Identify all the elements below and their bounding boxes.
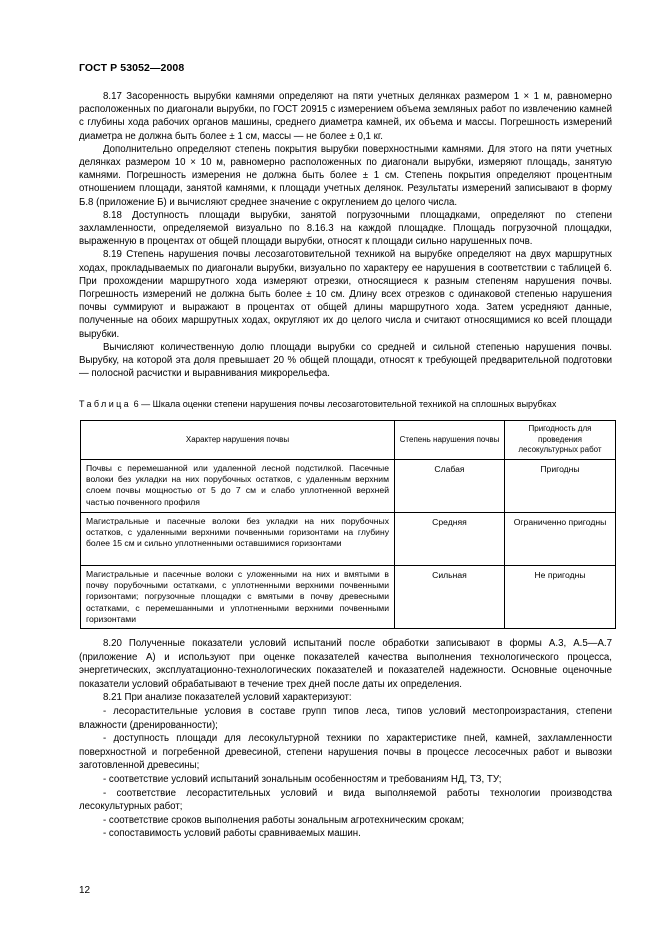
- list-item: - соответствие сроков выполнения работы зональным агротехническим срокам;: [103, 814, 465, 826]
- table-caption: [79, 398, 619, 410]
- paragraph-8-19: 8.19 Степень нарушения почвы лесозаготовительной техникой на вырубке определяют на двух маршрутных ходах, прокладываемых по диагонали вырубки, визуально по характеру ее нарушения в соответствии с таблицей 6. При прохождении маршрутного хода измеряют отрезки, относящиеся к разным степеням нарушения почвы. Погрешность измерений не должна быть более ± 10 см. Длину всех отрезков с одинаковой степенью нарушения почвы суммируют и выражают в процентах от общей длины маршрутного хода. Затем усредняют данные, полученные на обоих маршрутных ходах, округляют их до целого числа и считают относящимися ко всей площади вырубки.: [79, 249, 612, 340]
- table-cell-description: Почвы с перемешанной или удаленной лесной подстилкой. Пасечные волоки без укладки на них порубочных остатков, с удаленным верхним слоем почвы мощностью от 5 до 7 см и слабо уплотненной верхней частью почвенного профиля: [81, 460, 395, 513]
- paragraph-stone-coverage: Дополнительно определяют степень покрытия вырубки поверхностными камнями. Для этого на пяти учетных делянках размером 10 × 10 м, равномерно расположенных по диагонали вырубки, измеряют площадь, занятую камнями. Погрешность измерения не должна быть более ± 1 см. Степень покрытия определяют процентным отношением площади, занятой камнями, к площади учетных делянок. Результаты измерений записывают в форму Б.8 (приложение Б) и вычисляют среднее значение с округлением до целого числа.: [79, 143, 612, 208]
- list-item: - соответствие условий испытаний зональным особенностям и требованиям НД, ТЗ, ТУ;: [103, 773, 502, 785]
- list-item: - лесорастительные условия в составе групп типов леса, типов условий местопроизрастания, степени влажности (дренированности);: [79, 705, 612, 731]
- paragraph-8-18: 8.18 Доступность площади вырубки, занятой погрузочными площадками, определяют по степени захламленности, определяемой визуально по 8.16.3 на каждой площадке. Площадь погрузочной площадки, выраженную в процентах от общей площади вырубки, относят к площади сильно нарушенных почв.: [79, 209, 612, 248]
- table-caption-text: 6 — Шкала оценки степени нарушения почвы лесозаготовительной техникой на сплошных вырубках: [131, 399, 557, 409]
- list-item: - сопоставимость условий работы сравниваемых машин.: [103, 828, 361, 840]
- body-text-bottom: [79, 637, 612, 841]
- soil-disturbance-table: [80, 420, 616, 629]
- header-disturbance-degree: Степень нарушения почвы: [395, 421, 505, 460]
- table-header-row: [81, 421, 616, 460]
- body-text-top: [79, 90, 612, 380]
- paragraph-share-calculation: Вычисляют количественную долю площади вырубки со средней и сильной степенью нарушения почвы. Вырубку, на которой эта доля превышает 20 % общей площади, относят к требующей предварительной подготовки — полосной расчистки и выравнивания микрорельефа.: [79, 341, 612, 380]
- table-row: [81, 566, 616, 629]
- paragraph-8-21: 8.21 При анализе показателей условий характеризуют:: [103, 692, 352, 704]
- table-cell-description: Магистральные и пасечные волоки без укладки на них порубочных остатков, с удаленными верхними почвенными горизонтами на глубину более 15 см и сильно уплотненными оставшимися горизонтами: [81, 513, 395, 566]
- table-row: [81, 460, 616, 513]
- table-cell-suitability: Пригодны: [505, 460, 616, 513]
- header-suitability: Пригодность для проведения лесокультурных работ: [505, 421, 616, 460]
- list-item: - доступность площади для лесокультурной техники по характеристике пней, камней, захламленности поверхностной и погребенной древесиной, степени нарушения почвы в процессе лесосечных работ и вывозки заготовленной древесины;: [79, 733, 612, 772]
- header-soil-disturbance-nature: Характер нарушения почвы: [81, 421, 395, 460]
- table-row: [81, 513, 616, 566]
- document-header: ГОСТ Р 53052—2008: [79, 62, 185, 74]
- table-cell-degree: Сильная: [395, 566, 505, 629]
- list-item: - соответствие лесорастительных условий и вида выполняемой работы технологии производства лесокультурных работ;: [79, 787, 612, 813]
- table-cell-suitability: Ограниченно пригодны: [505, 513, 616, 566]
- table-cell-description: Магистральные и пасечные волоки с уложенными на них и вмятыми в почву порубочными остатками, с уплотненными верхними почвенными горизонтами; погрузочные площадки с вмятыми в почву древесными остатками, с перемешанными и уплотненными верхними почвенными горизонтами: [81, 566, 395, 629]
- table-cell-suitability: Не пригодны: [505, 566, 616, 629]
- table-cell-degree: Средняя: [395, 513, 505, 566]
- paragraph-8-17: 8.17 Засоренность вырубки камнями определяют на пяти учетных делянках размером 1 × 1 м, равномерно расположенных по диагонали вырубки, по ГОСТ 20915 с измерением объема земляных работ по извлечению камней с глубины хода рабочих органов машины, среднего диаметра камней, их объема и массы. Погрешность измерений диаметра не должна быть более ± 1 см, массы — не более ± 0,1 кг.: [79, 91, 612, 142]
- table-cell-degree: Слабая: [395, 460, 505, 513]
- paragraph-8-20: 8.20 Полученные показатели условий испытаний после обработки записывают в формы А.3, А.5—А.7 (приложение А) и используют при оценке показателей качества выполнения технологического процесса, энергетических, эксплуатационно-технологических показателей и показателей надежности. Основные оценочные показатели условий обрабатывают в течение трех дней после даты их определения.: [79, 638, 612, 690]
- page-number: 12: [79, 885, 91, 896]
- table-caption-label: Таблица: [79, 399, 132, 409]
